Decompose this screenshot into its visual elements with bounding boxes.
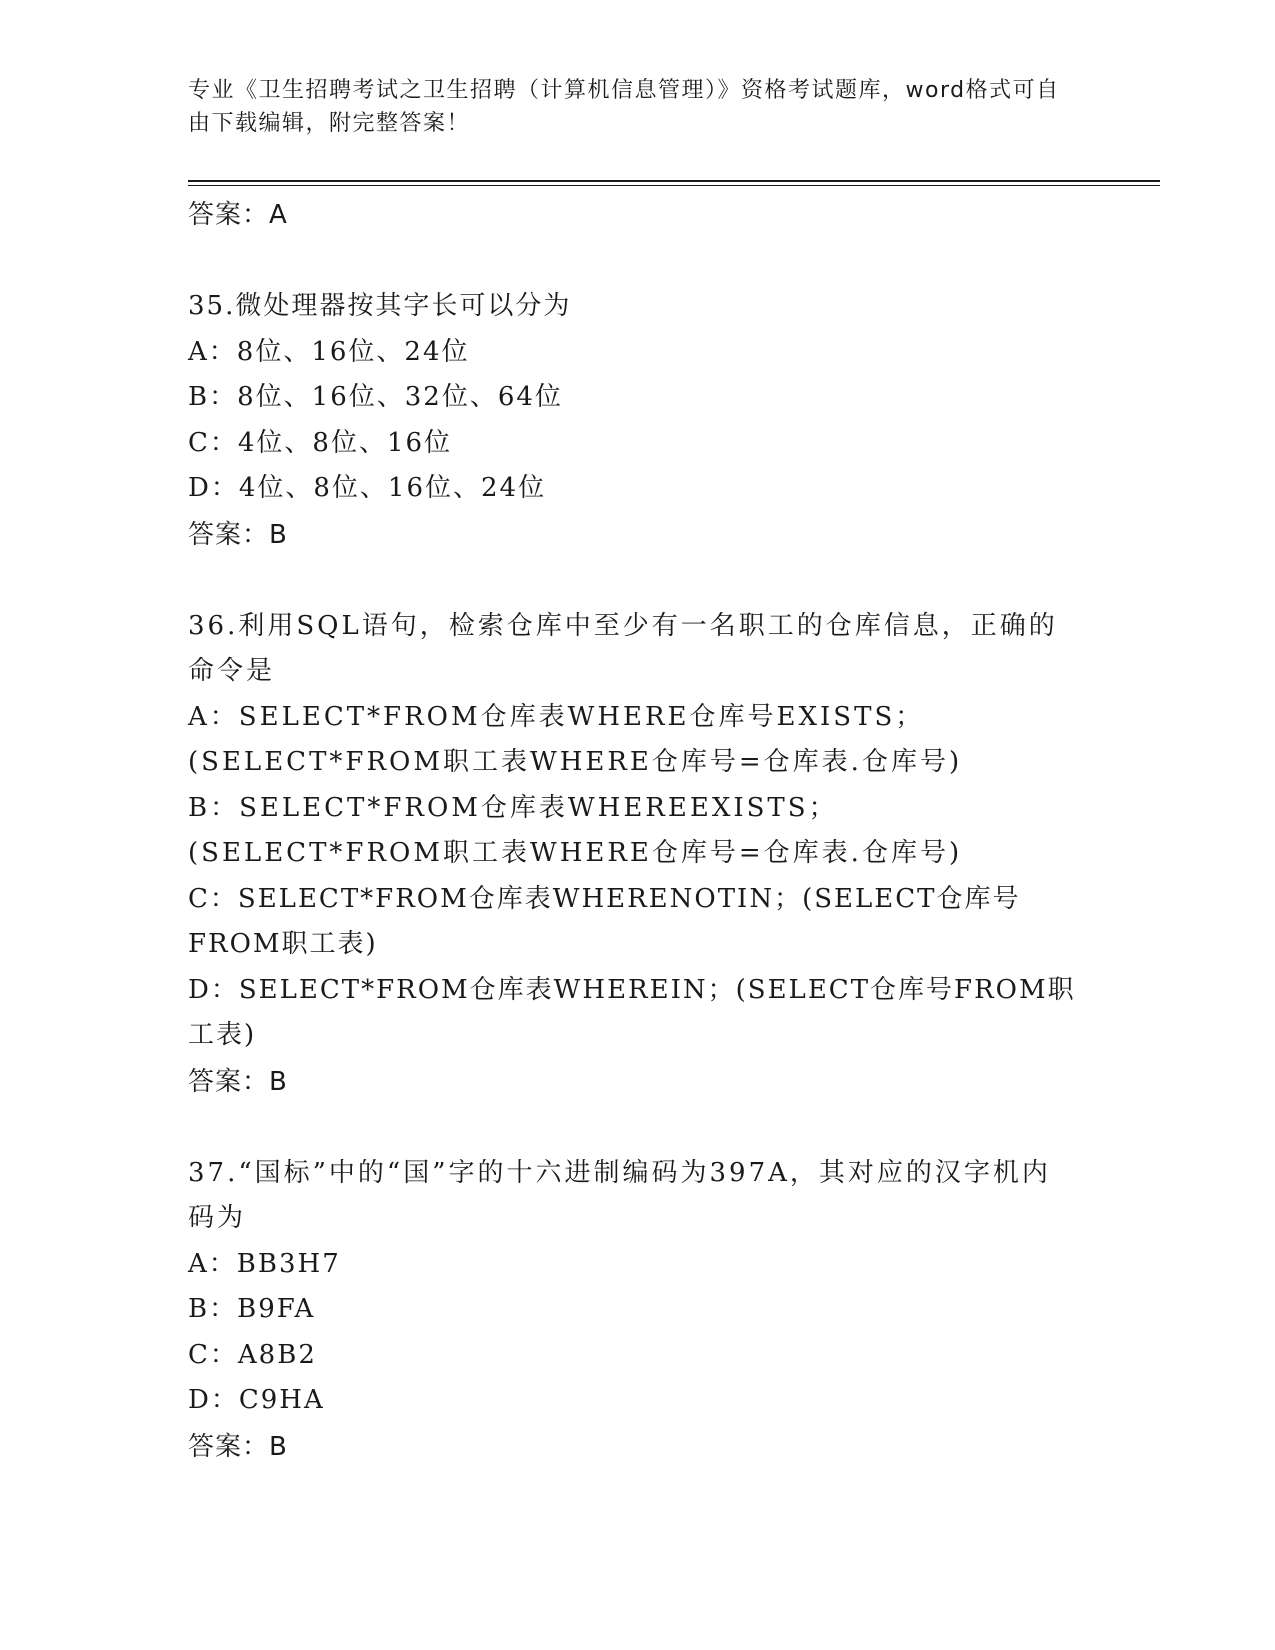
option-d: D：SELECT*FROM仓库表WHEREIN；(SELECT仓库号FROM职工表)	[188, 974, 1076, 1050]
answer-line: 答案：B	[188, 519, 288, 550]
option-b: B：B9FA	[188, 1294, 316, 1324]
option-c: C：SELECT*FROM仓库表WHERENOTIN；(SELECT仓库号FROM职工表)	[188, 883, 1021, 959]
option-c: C：4位、8位、16位	[188, 427, 453, 458]
header-divider-thick	[188, 180, 1160, 182]
question-stem: 37.“国标”中的“国”字的十六进制编码为397A，其对应的汉字机内码为	[188, 1157, 1051, 1233]
question-36	[188, 604, 1088, 1105]
option-b: B：8位、16位、32位、64位	[188, 382, 563, 412]
answer-line: 答案：B	[188, 1066, 288, 1097]
option-d: D：C9HA	[188, 1385, 325, 1415]
option-b: B：SELECT*FROM仓库表WHEREEXISTS；(SELECT*FROM职工表WHERE仓库号=仓库表.仓库号)	[188, 792, 963, 868]
question-37	[188, 1151, 1088, 1470]
question-list	[188, 192, 1088, 1470]
header-divider-thin	[188, 185, 1160, 186]
spacer	[188, 238, 1088, 284]
option-a: A：SELECT*FROM仓库表WHERE仓库号EXISTS；(SELECT*FROM职工表WHERE仓库号=仓库表.仓库号)	[188, 701, 963, 777]
option-a: A：BB3H7	[188, 1248, 341, 1279]
question-35	[188, 284, 1088, 558]
document-header: 专业《卫生招聘考试之卫生招聘（计算机信息管理）》资格考试题库，word格式可自由下载编辑，附完整答案！	[188, 78, 1060, 136]
question-stem: 36.利用SQL语句，检索仓库中至少有一名职工的仓库信息，正确的命令是	[188, 610, 1058, 686]
spacer	[188, 558, 1088, 604]
option-d: D：4位、8位、16位、24位	[188, 473, 547, 503]
spacer	[188, 1105, 1088, 1151]
answer-line: 答案：A	[188, 200, 288, 230]
option-a: A：8位、16位、24位	[188, 336, 470, 367]
option-c: C：A8B2	[188, 1339, 317, 1370]
question-stem: 35.微处理器按其字长可以分为	[188, 291, 572, 321]
answer-line: 答案：B	[188, 1431, 288, 1462]
